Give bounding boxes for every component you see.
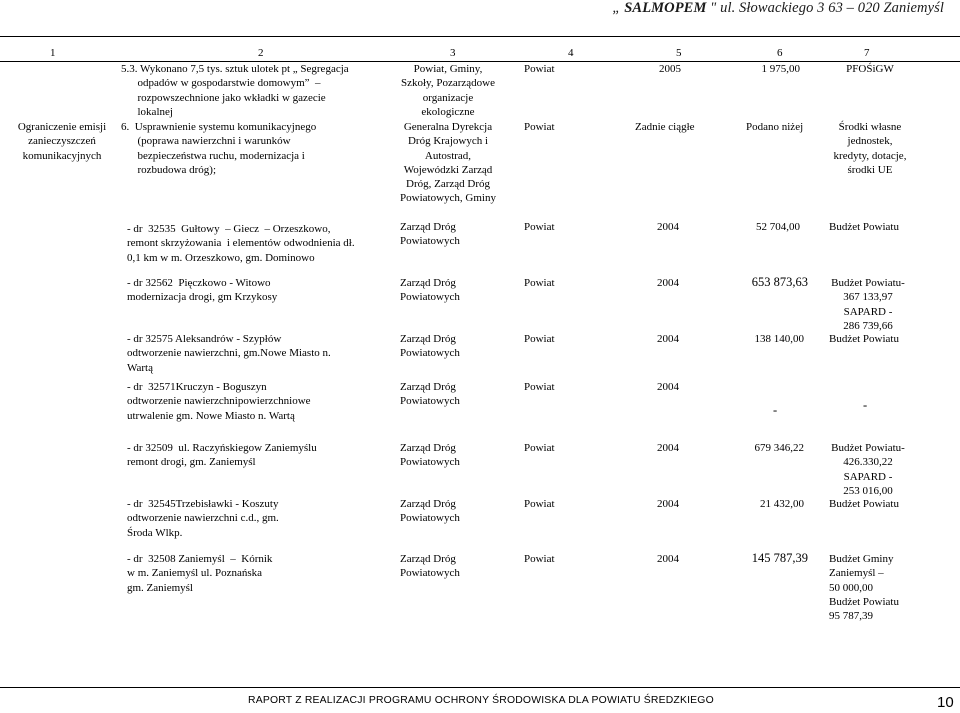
source-cell: PFOŚiGW: [846, 63, 894, 75]
date-cell: 2004: [657, 442, 679, 454]
page-number: 10: [937, 694, 954, 711]
date-cell: Zadnie ciągłe: [635, 121, 695, 133]
entity-cell: Zarząd Dróg Powiatowych: [400, 498, 460, 525]
cost-cell: 145 787,39: [751, 551, 808, 565]
column-number-2: 2: [258, 47, 264, 59]
level-cell: Powiat: [524, 553, 555, 565]
task-cell: - dr 32575 Aleksandrów - Szypłów odtworzenie nawierzchni, gm.Nowe Miasto n. Wartą: [127, 333, 331, 374]
task-cell: - dr 32571Kruczyn - Boguszyn odtworzenie nawierzchnipowierzchniowe utrwalenie gm. Nowe Miasto n. Wartą: [127, 381, 311, 422]
level-cell: Powiat: [524, 333, 555, 345]
date-cell: 2004: [657, 498, 679, 510]
source-cell: Budżet Powiatu: [829, 221, 899, 233]
level-cell: Powiat: [524, 221, 555, 233]
source-cell: Budżet Gminy Zaniemyśl – 50 000,00 Budżet Powiatu 95 787,39: [829, 553, 899, 623]
cost-cell: 21 432,00: [760, 498, 804, 510]
column-number-6: 6: [777, 47, 783, 59]
date-cell: 2005: [659, 63, 681, 75]
level-cell: Powiat: [524, 63, 555, 75]
task-cell: 5.3. Wykonano 7,5 tys. sztuk ulotek pt „ Segregacja odpadów w gospodarstwie domowym” – rozpowszechnione jako wkładki w gazecie lokalnej: [121, 63, 349, 118]
source-cell: Budżet Powiatu: [829, 333, 899, 345]
company-name: SALMOPEM: [624, 0, 707, 16]
entity-cell: Zarząd Dróg Powiatowych: [400, 442, 460, 469]
cost-cell: 653 873,63: [751, 275, 808, 289]
source-cell: Budżet Powiatu- 426.330,22 SAPARD - 253 016,00: [831, 442, 905, 497]
level-cell: Powiat: [524, 381, 555, 393]
source-cell: -: [863, 398, 868, 412]
task-cell: 6. Usprawnienie systemu komunikacyjnego (poprawa nawierzchni i warunków bezpieczeństwa ruchu, modernizacja i rozbudowa dróg);: [121, 121, 317, 176]
cost-cell: 138 140,00: [754, 333, 804, 345]
level-cell: Powiat: [524, 277, 555, 289]
column-number-3: 3: [450, 47, 456, 59]
footer-title: RAPORT Z REALIZACJI PROGRAMU OCHRONY ŚRODOWISKA DLA POWIATU ŚREDZKIEGO: [248, 695, 714, 706]
entity-cell: Zarząd Dróg Powiatowych: [400, 277, 460, 304]
level-cell: Powiat: [524, 498, 555, 510]
entity-cell: Zarząd Dróg Powiatowych: [400, 553, 460, 580]
header-rule: [0, 36, 960, 37]
date-cell: 2004: [657, 381, 679, 393]
entity-cell: Powiat, Gminy, Szkoły, Pozarządowe organizacje ekologiczne: [401, 63, 495, 118]
date-cell: 2004: [657, 221, 679, 233]
task-cell: - dr 32509 ul. Raczyńskiegow Zaniemyślu remont drogi, gm. Zaniemyśl: [127, 442, 317, 469]
level-cell: Powiat: [524, 121, 555, 133]
task-cell: - dr 32562 Pięczkowo - Witowo modernizacja drogi, gm Krzykosy: [127, 277, 278, 304]
level-cell: Powiat: [524, 442, 555, 454]
column-number-1: 1: [50, 47, 56, 59]
footer-rule: [0, 687, 960, 688]
entity-cell: Zarząd Dróg Powiatowych: [400, 221, 460, 248]
date-cell: 2004: [657, 553, 679, 565]
cost-cell: -: [773, 403, 778, 417]
date-cell: 2004: [657, 277, 679, 289]
company-address: ul. Słowackiego 3 63 – 020 Zaniemyśl: [716, 0, 944, 16]
task-cell: - dr 32535 Gułtowy – Giecz – Orzeszkowo, remont skrzyżowania i elementów odwodnienia dł. 0,1 km w m. Orzeszkowo, gm. Dominowo: [127, 223, 355, 264]
column-number-7: 7: [864, 47, 870, 59]
column-number-5: 5: [676, 47, 682, 59]
source-cell: Środki własne jednostek, kredyty, dotacje, środki UE: [833, 121, 907, 176]
page-header: „ SALMOPEM " ul. Słowackiego 3 63 – 020 Zaniemyśl: [612, 0, 944, 16]
cost-cell: Podano niżej: [746, 121, 804, 133]
source-cell: Budżet Powiatu- 367 133,97 SAPARD - 286 739,66: [831, 277, 905, 332]
source-cell: Budżet Powiatu: [829, 498, 899, 510]
task-cell: - dr 32545Trzebisławki - Koszuty odtworzenie nawierzchni c.d., gm. Środa Wlkp.: [127, 498, 279, 539]
entity-cell: Zarząd Dróg Powiatowych: [400, 381, 460, 408]
cost-cell: 679 346,22: [754, 442, 804, 454]
entity-cell: Generalna Dyrekcja Dróg Krajowych i Autostrad, Wojewódzki Zarząd Dróg, Zarząd Dróg Powiatowych, Gminy: [400, 121, 496, 205]
entity-cell: Zarząd Dróg Powiatowych: [400, 333, 460, 360]
cost-cell: 52 704,00: [756, 221, 800, 233]
cost-cell: 1 975,00: [761, 63, 800, 75]
column-number-4: 4: [568, 47, 574, 59]
task-cell: - dr 32508 Zaniemyśl – Kórnik w m. Zaniemyśl ul. Poznańska gm. Zaniemyśl: [127, 553, 273, 594]
goal-cell: Ograniczenie emisji zanieczyszczeń komunikacyjnych: [17, 121, 107, 162]
date-cell: 2004: [657, 333, 679, 345]
